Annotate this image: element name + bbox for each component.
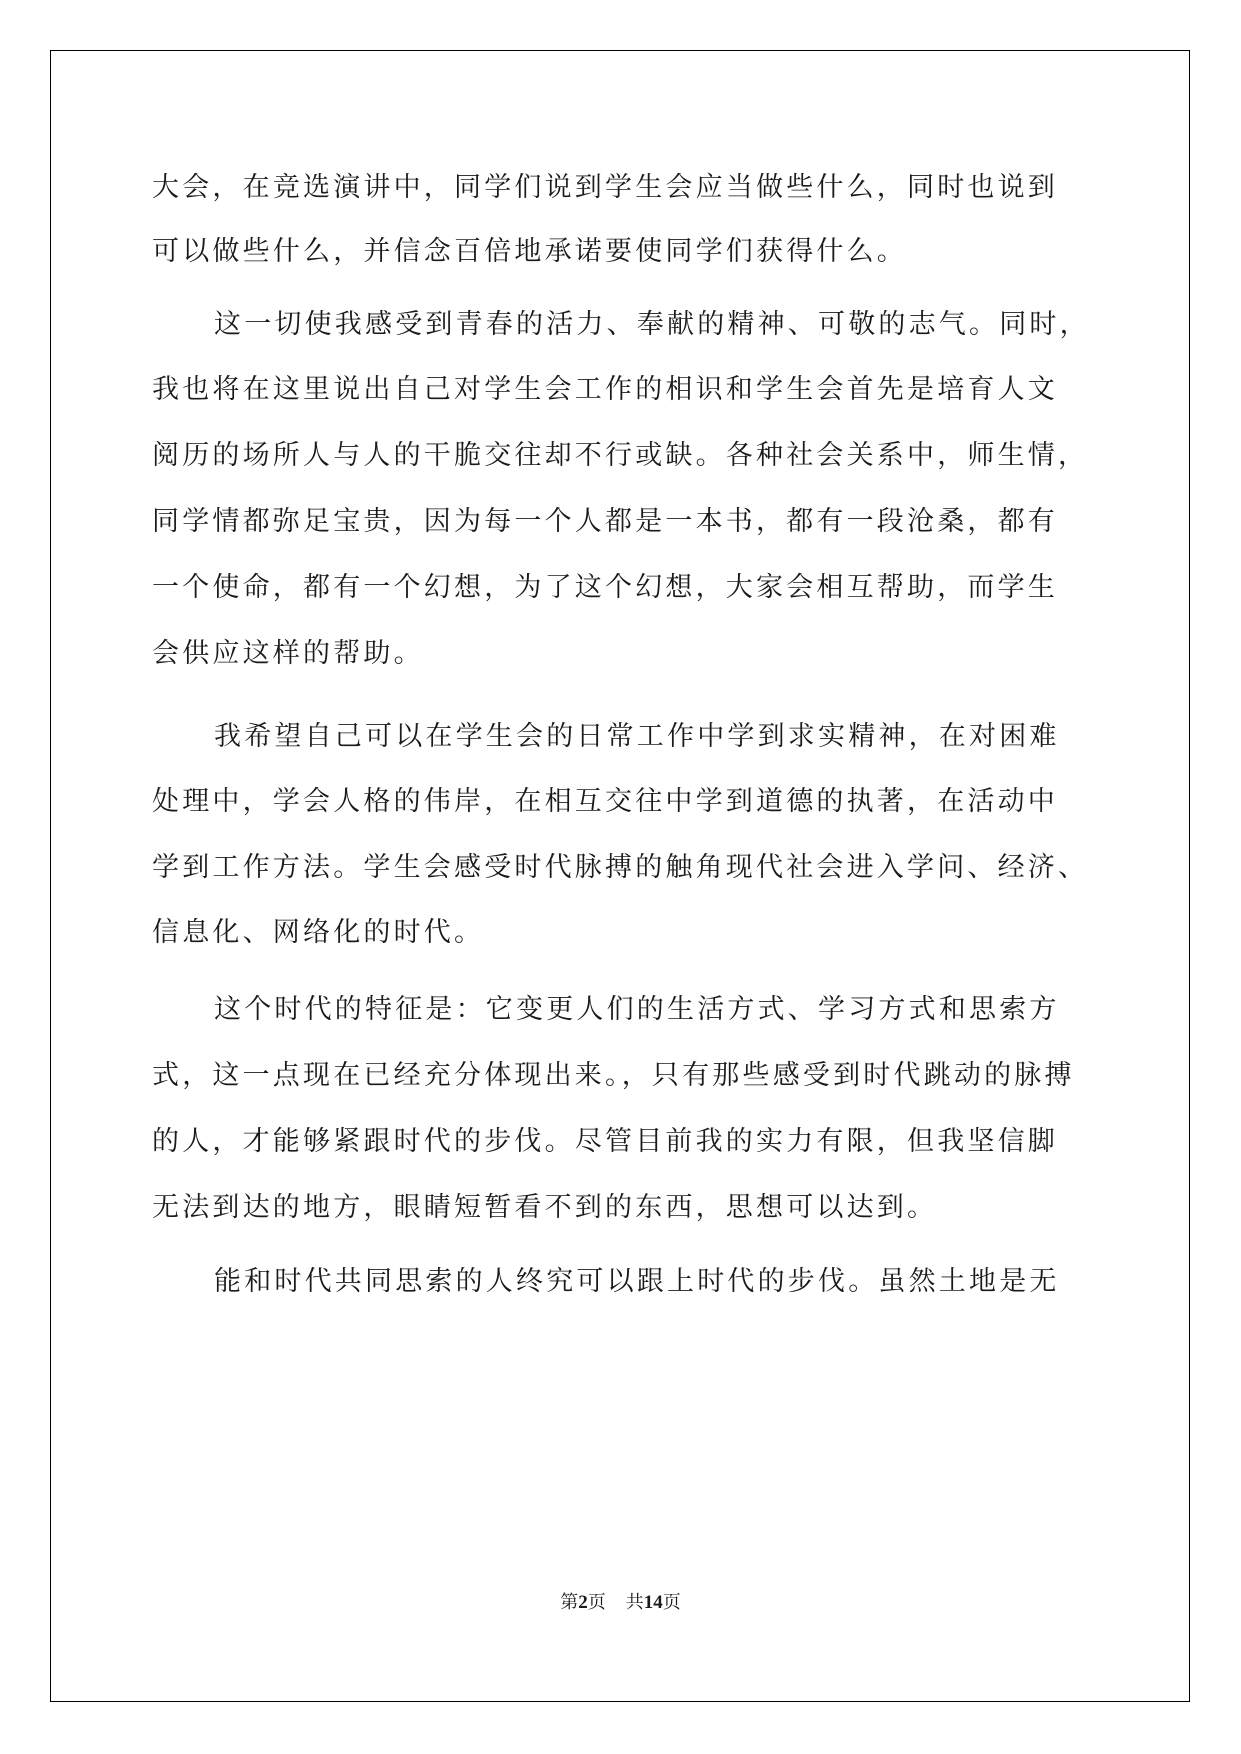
text-line: 可以做些什么，并信念百倍地承诺要使同学们获得什么。 — [152, 236, 907, 267]
total-pages: 14 — [643, 1592, 663, 1613]
paragraph-first-line: 我希望自己可以在学生会的日常工作中学到求实精神，在对困难 — [214, 721, 1060, 752]
page-prefix: 第 — [560, 1592, 579, 1612]
text-line: 一个使命，都有一个幻想，为了这个幻想，大家会相互帮助，而学生 — [152, 572, 1058, 603]
text-line: 阅历的场所人与人的干脆交往却不行或缺。各种社会关系中，师生情， — [152, 440, 1089, 471]
text-line: 无法到达的地方，眼睛短暂看不到的东西，思想可以达到。 — [152, 1192, 938, 1223]
page-footer — [0, 1590, 1241, 1615]
paragraph-first-line: 能和时代共同思索的人终究可以跟上时代的步伐。虽然土地是无 — [214, 1266, 1060, 1297]
text-line: 我也将在这里说出自己对学生会工作的相识和学生会首先是培育人文 — [152, 374, 1058, 405]
text-line: 会供应这样的帮助。 — [152, 638, 424, 669]
total-prefix: 共 — [625, 1592, 644, 1612]
paragraph-first-line: 这个时代的特征是：它变更人们的生活方式、学习方式和思索方 — [214, 994, 1060, 1025]
paragraph-first-line: 这一切使我感受到青春的活力、奉献的精神、可敬的志气。同时， — [214, 309, 1090, 340]
text-line: 信息化、网络化的时代。 — [152, 917, 485, 948]
text-line: 大会，在竞选演讲中，同学们说到学生会应当做些什么，同时也说到 — [152, 172, 1058, 203]
text-line: 学到工作方法。学生会感受时代脉搏的触角现代社会进入学问、经济、 — [152, 852, 1089, 883]
page-suffix: 页 — [587, 1592, 606, 1612]
text-line: 处理中，学会人格的伟岸，在相互交往中学到道德的执著，在活动中 — [152, 786, 1058, 817]
text-line: 的人，才能够紧跟时代的步伐。尽管目前我的实力有限，但我坚信脚 — [152, 1126, 1058, 1157]
text-line: 同学情都弥足宝贵，因为每一个人都是一本书，都有一段沧桑，都有 — [152, 506, 1058, 537]
page-number: 2 — [578, 1592, 588, 1613]
text-line: 式，这一点现在已经充分体现出来。，只有那些感受到时代跳动的脉搏 — [152, 1060, 1075, 1091]
total-suffix: 页 — [662, 1592, 681, 1612]
